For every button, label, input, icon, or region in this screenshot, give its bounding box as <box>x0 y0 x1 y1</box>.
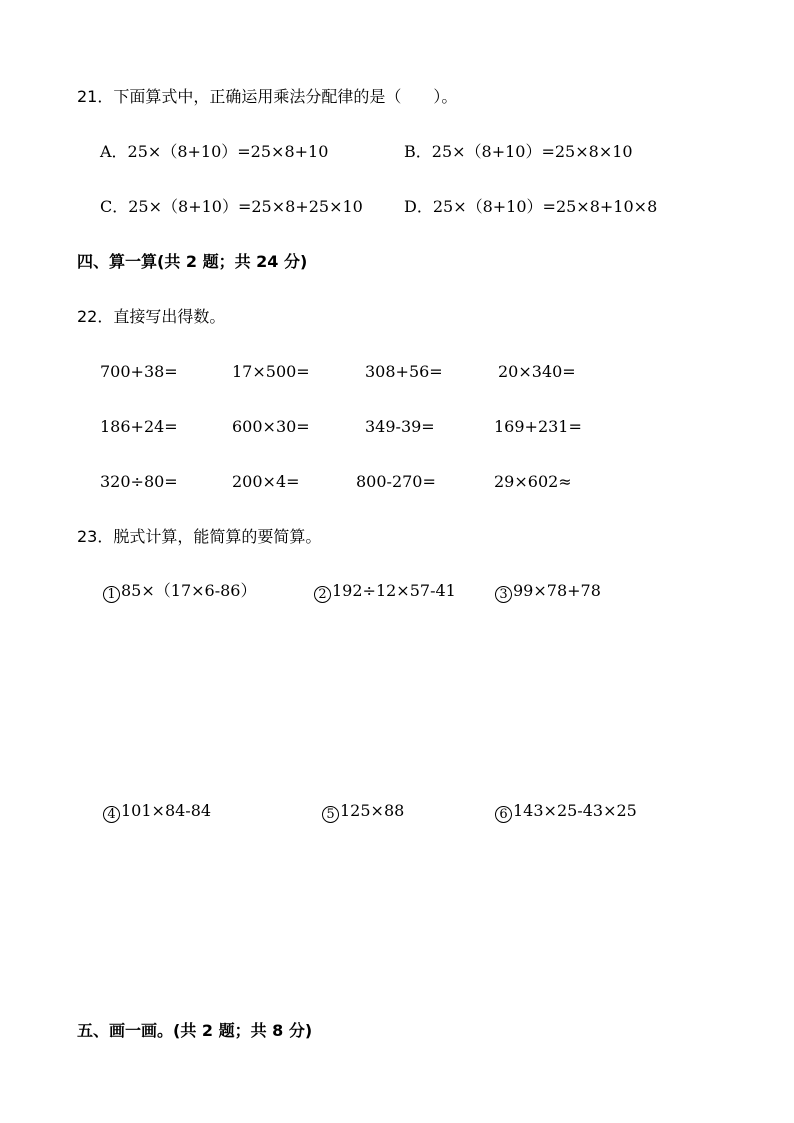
q23-item-2 <box>314 581 456 603</box>
q22-item: 169+231= <box>494 417 582 436</box>
q23-item-6 <box>495 801 637 823</box>
q22-item: 320÷80= <box>100 472 178 491</box>
q23-item-3 <box>495 581 601 603</box>
q22-stem: 22．直接写出得数。 <box>77 307 226 326</box>
q21-option-b: B．25×（8+10）=25×8×10 <box>404 142 633 161</box>
q22-item: 17×500= <box>232 362 310 381</box>
q23-expression: 192÷12×57-41 <box>332 581 456 600</box>
q22-item: 29×602≈ <box>494 472 572 491</box>
q21-option-a: A．25×（8+10）=25×8+10 <box>100 142 329 161</box>
circled-number-4: 4 <box>103 806 120 823</box>
q22-item: 800-270= <box>356 472 436 491</box>
q23-expression: 143×25-43×25 <box>513 801 637 820</box>
q23-stem: 23．脱式计算，能简算的要简算。 <box>77 527 322 546</box>
q23-expression: 85×（17×6-86） <box>121 581 257 600</box>
q22-item: 186+24= <box>100 417 178 436</box>
q22-item: 20×340= <box>498 362 576 381</box>
q21-stem: 21．下面算式中，正确运用乘法分配律的是（ ）。 <box>77 87 458 106</box>
q21-option-d: D．25×（8+10）=25×8+10×8 <box>404 197 658 216</box>
q21-option-c: C．25×（8+10）=25×8+25×10 <box>100 197 363 216</box>
q23-item-5 <box>322 801 404 823</box>
circled-number-1: 1 <box>103 586 120 603</box>
q23-expression: 101×84-84 <box>121 801 212 820</box>
q22-item: 200×4= <box>232 472 300 491</box>
q23-item-4 <box>103 801 211 823</box>
q23-expression: 99×78+78 <box>513 581 601 600</box>
q22-item: 600×30= <box>232 417 310 436</box>
q22-item: 308+56= <box>365 362 443 381</box>
q23-item-1 <box>103 581 256 603</box>
circled-number-2: 2 <box>314 586 331 603</box>
circled-number-3: 3 <box>495 586 512 603</box>
circled-number-6: 6 <box>495 806 512 823</box>
q22-item: 700+38= <box>100 362 178 381</box>
circled-number-5: 5 <box>322 806 339 823</box>
q22-item: 349-39= <box>365 417 435 436</box>
q23-expression: 125×88 <box>340 801 405 820</box>
section-5-heading: 五、画一画。(共 2 题；共 8 分) <box>77 1021 313 1040</box>
section-4-heading: 四、算一算(共 2 题；共 24 分) <box>77 252 308 271</box>
